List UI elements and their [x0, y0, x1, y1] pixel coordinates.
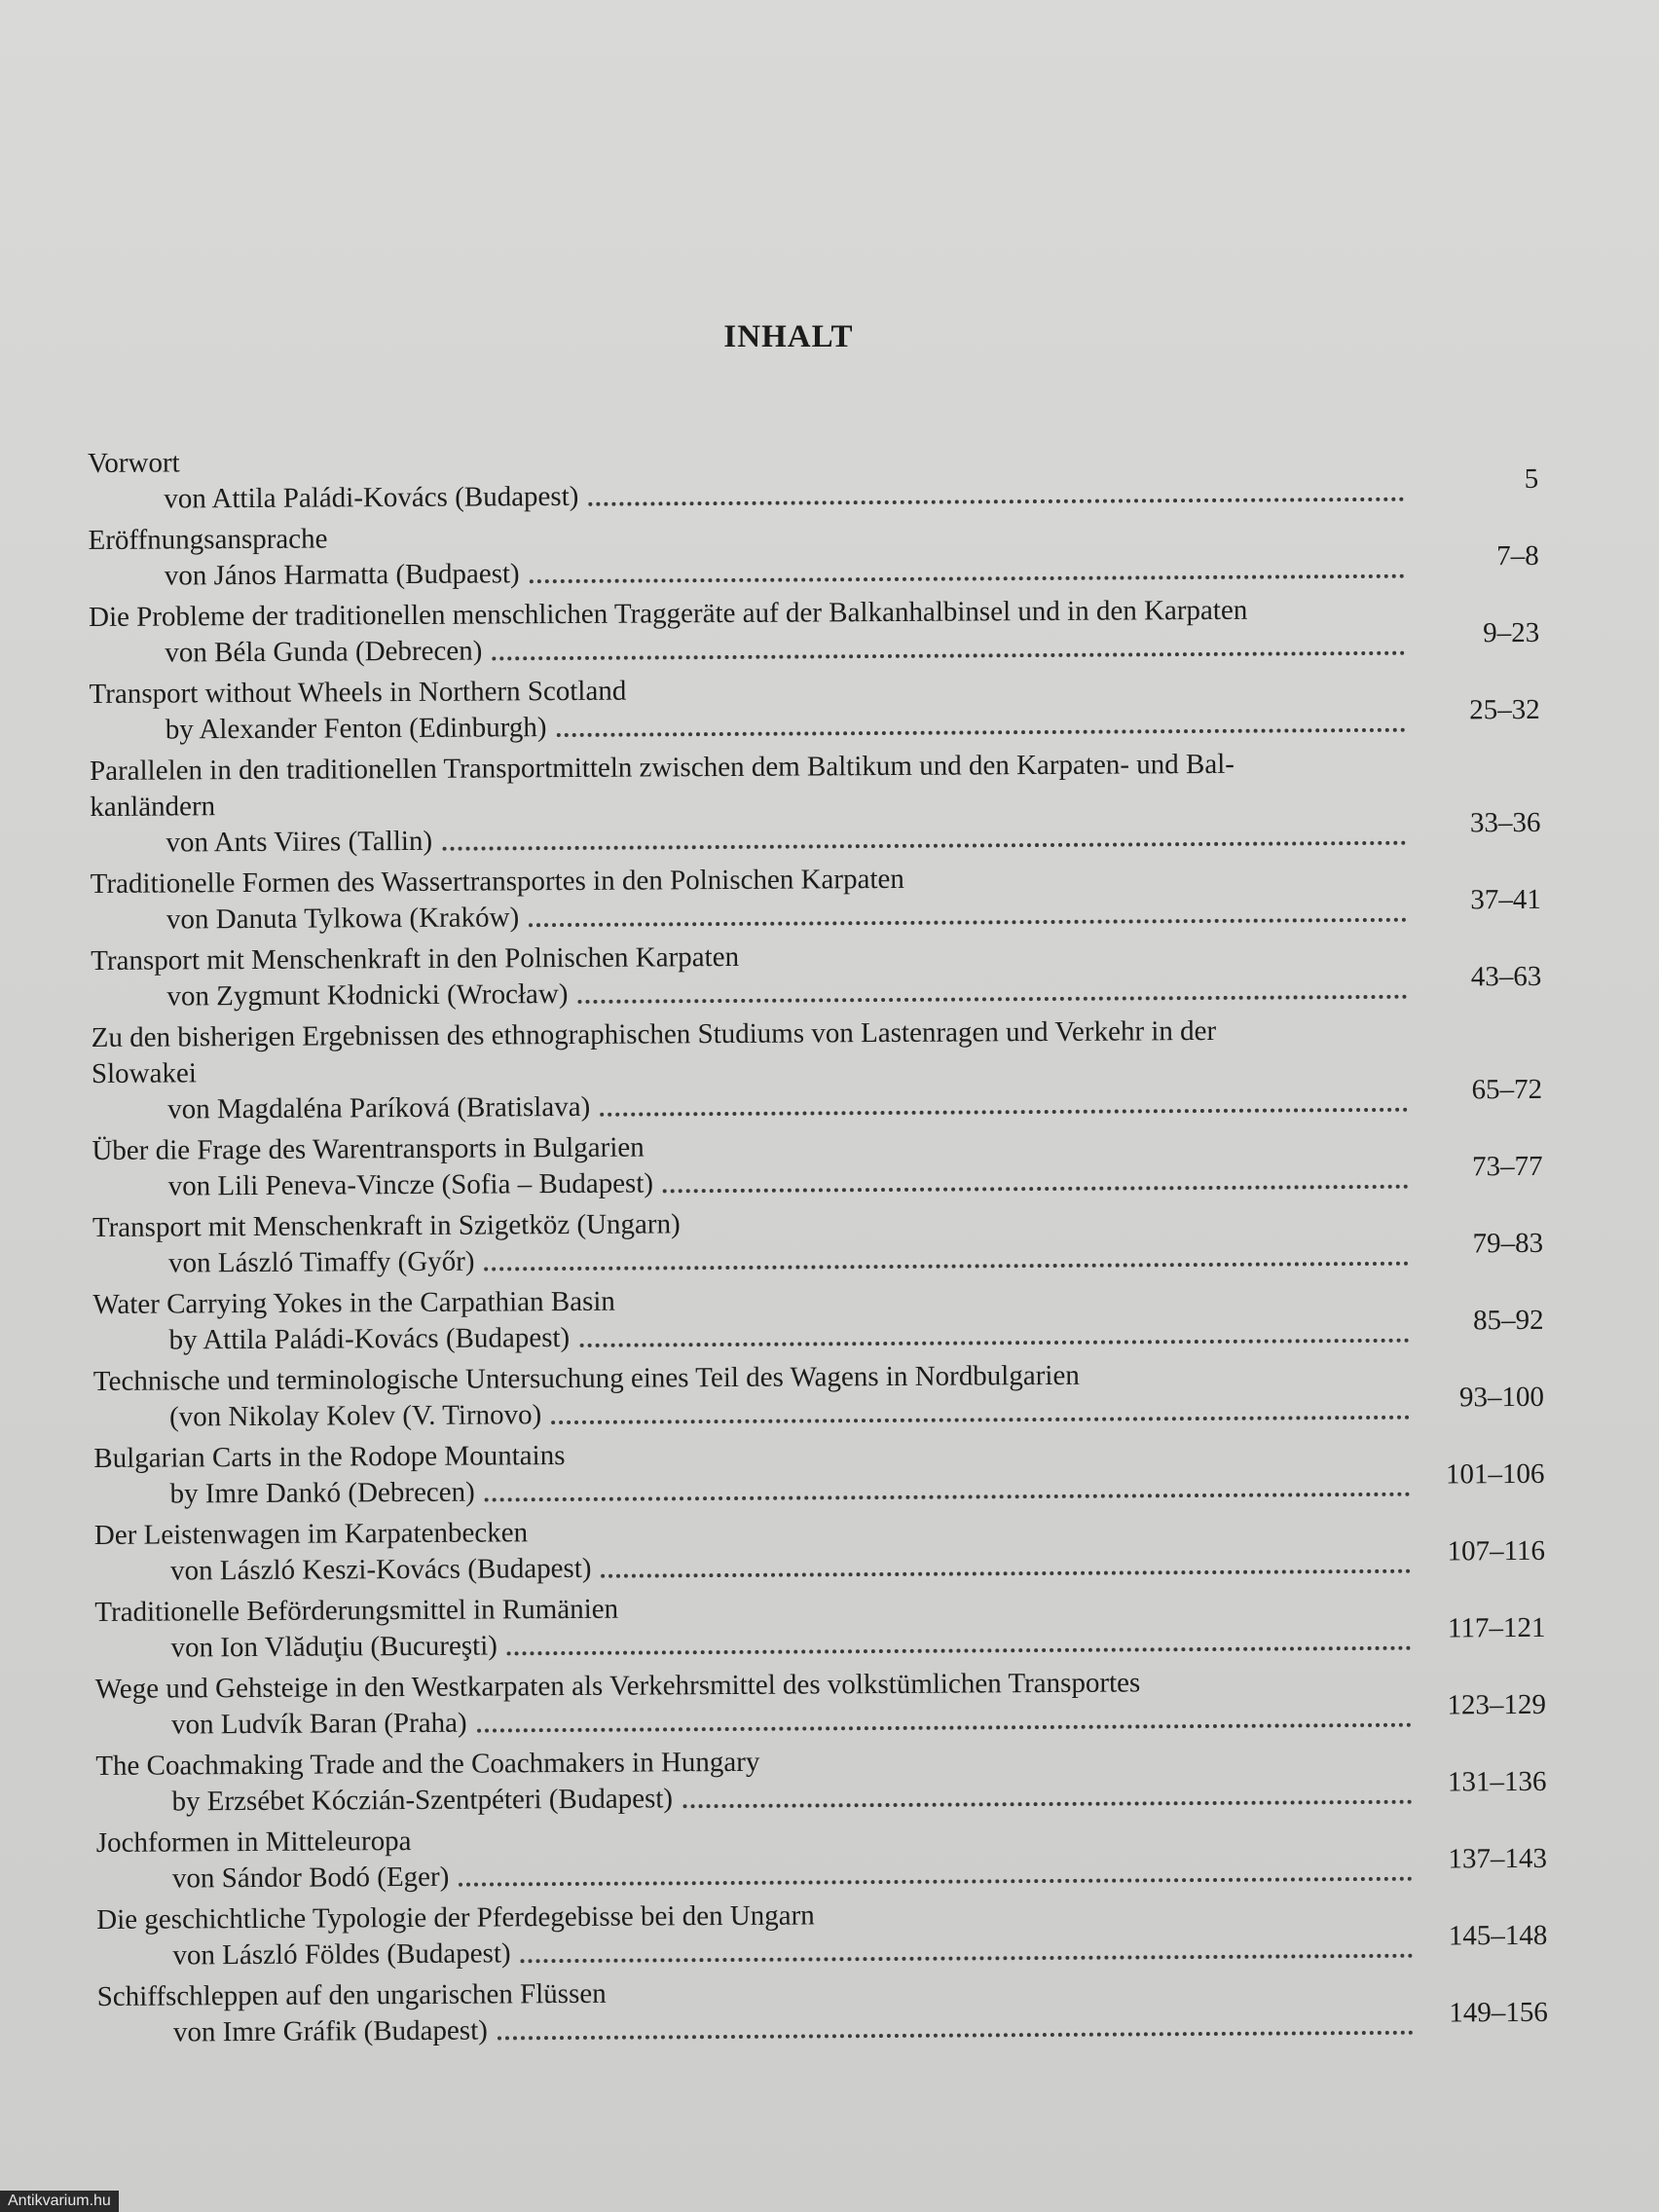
- toc-entry: [92, 1201, 1543, 1287]
- entry-author: by Erzsébet Kóczián-Szentpéteri (Budapest): [171, 1783, 674, 1818]
- entry-title: Über die Frage des Warentransports in Bulgarien: [92, 1131, 645, 1166]
- entry-author-row: [95, 1688, 1547, 1744]
- entry-title: Wege und Gehsteige in den Westkarpaten als Verkehrsmittel des volkstümlichen Transportes: [94, 1667, 1141, 1705]
- entry-title: Zu den bisherigen Ergebnissen des ethnographischen Studiums von Lastenragen und Verkehr in der: [91, 1014, 1217, 1053]
- toc-entry: [93, 1355, 1544, 1441]
- entry-title: Die geschichtliche Typologie der Pferdegebisse bei den Ungarn: [96, 1899, 815, 1936]
- entry-title: Traditionelle Formen des Wassertransportes in den Polnischen Karpaten: [90, 863, 904, 900]
- entry-pages: 37–41: [1470, 883, 1541, 916]
- entry-pages: 79–83: [1472, 1227, 1544, 1260]
- entry-title: The Coachmaking Trade and the Coachmakers in Hungary: [95, 1746, 760, 1782]
- entry-pages: 137–143: [1448, 1842, 1547, 1875]
- dot-leader: [557, 728, 1406, 737]
- entry-title: Vorwort: [88, 447, 180, 479]
- entry-pages: 25–32: [1469, 693, 1540, 726]
- entry-author: von Danuta Tylkowa (Kraków): [166, 902, 520, 936]
- dot-leader: [682, 1800, 1412, 1809]
- entry-author: by Attila Paládi-Kovács (Budapest): [168, 1321, 571, 1356]
- entry-title: Parallelen in den traditionellen Transportmitteln zwischen dem Baltikum und den Karpaten- und Bal-: [89, 748, 1235, 787]
- entry-author: by Imre Dankó (Debrecen): [169, 1476, 475, 1510]
- dot-leader: [477, 1723, 1412, 1733]
- entry-title: Transport mit Menschenkraft in den Polnischen Karpaten: [91, 940, 740, 977]
- toc-entry: [89, 591, 1539, 677]
- dot-leader: [485, 1262, 1410, 1272]
- entry-pages: 117–121: [1447, 1611, 1546, 1644]
- dot-leader: [579, 1339, 1409, 1347]
- entry-author-row: [90, 693, 1540, 749]
- entry-title-continuation: kanländern: [90, 791, 216, 823]
- entry-pages: 5: [1524, 462, 1539, 495]
- entry-pages: 149–156: [1449, 1996, 1548, 2029]
- page-heading: INHALT: [723, 319, 854, 354]
- entry-author: von János Harmatta (Budpaest): [164, 558, 520, 592]
- entry-author-row: [97, 1996, 1548, 2051]
- entry-author: von Magdaléna Paríková (Bratislava): [167, 1090, 591, 1125]
- entry-author: by Alexander Fenton (Edinburgh): [165, 712, 547, 746]
- entry-author-row: [92, 1150, 1543, 1205]
- toc-entry: [96, 1894, 1547, 1979]
- entry-title: Die Probleme der traditionellen menschlichen Traggeräte auf der Balkanhalbinsel und in den Karpaten: [88, 594, 1248, 633]
- entry-author: von Lili Peneva-Vincze (Sofia – Budapest): [167, 1167, 654, 1202]
- entry-pages: 131–136: [1447, 1765, 1547, 1798]
- entry-title-continuation: Slowakei: [91, 1057, 197, 1089]
- entry-title: Der Leistenwagen im Karpatenbecken: [93, 1517, 529, 1551]
- entry-author: von László Földes (Budapest): [172, 1937, 511, 1972]
- toc-entry: [95, 1663, 1546, 1749]
- entry-author: von Ants Viires (Tallin): [166, 825, 433, 859]
- toc-entry: [93, 1432, 1544, 1518]
- entry-pages: 85–92: [1472, 1304, 1544, 1337]
- entry-title: Water Carrying Yokes in the Carpathian Basin: [92, 1285, 615, 1320]
- entry-title: Jochformen in Mitteleuropa: [95, 1825, 412, 1859]
- toc-entry: [88, 514, 1538, 600]
- entry-author: (von Nikolay Kolev (V. Tirnovo): [168, 1399, 542, 1433]
- entry-pages: 107–116: [1447, 1534, 1546, 1567]
- entry-author-row: [92, 1073, 1543, 1128]
- entry-author-row: [96, 1919, 1548, 1974]
- toc-entry: [94, 1586, 1545, 1672]
- dot-leader: [602, 1569, 1412, 1578]
- entry-author-row: [89, 616, 1540, 672]
- dot-leader: [529, 918, 1407, 928]
- entry-pages: 93–100: [1458, 1381, 1545, 1414]
- entry-author-row: [93, 1304, 1544, 1359]
- entry-title: Technische und terminologische Untersuchung eines Teil des Wagens in Nordbulgarien: [92, 1359, 1080, 1397]
- entry-author-row: [93, 1381, 1545, 1436]
- entry-author-row: [94, 1611, 1546, 1667]
- toc-entry: [92, 1124, 1542, 1210]
- entry-author: von Attila Paládi-Kovács (Budapest): [164, 480, 579, 515]
- dot-leader: [485, 1493, 1411, 1502]
- toc-entry: [91, 858, 1541, 943]
- entry-author-row: [95, 1765, 1547, 1821]
- entry-title: Transport without Wheels in Northern Scotland: [89, 675, 627, 710]
- toc-entry: [92, 1278, 1543, 1364]
- entry-author: von Béla Gunda (Debrecen): [165, 635, 483, 669]
- entry-author-row: [91, 883, 1541, 939]
- entry-author-row: [92, 1227, 1544, 1282]
- watermark-label: Antikvarium.hu: [0, 2191, 119, 2212]
- dot-leader: [498, 2031, 1414, 2041]
- toc-entry: [88, 437, 1538, 523]
- dot-leader: [530, 574, 1405, 583]
- entry-author: von Zygmunt Kłodnicki (Wrocław): [166, 977, 569, 1013]
- entry-pages: 101–106: [1445, 1457, 1545, 1491]
- toc-entry: [96, 1817, 1547, 1902]
- toc-entry: [89, 668, 1539, 754]
- entry-pages: 43–63: [1470, 960, 1542, 993]
- entry-author-row: [91, 960, 1542, 1015]
- dot-leader: [663, 1185, 1409, 1194]
- entry-author: von Imre Gráfik (Budapest): [172, 2014, 488, 2048]
- entry-pages: 7–8: [1496, 539, 1539, 572]
- dot-leader: [521, 1954, 1414, 1964]
- toc-entry: [95, 1740, 1546, 1825]
- dot-leader: [492, 651, 1405, 661]
- dot-leader: [577, 995, 1407, 1004]
- entry-title: Traditionelle Beförderungsmittel in Rumänien: [94, 1593, 619, 1628]
- entry-author-row: [96, 1842, 1547, 1898]
- entry-pages: 9–23: [1483, 616, 1540, 649]
- dot-leader: [588, 498, 1404, 506]
- entry-pages: 145–148: [1448, 1919, 1548, 1952]
- entry-author: von Sándor Bodó (Eger): [171, 1861, 450, 1895]
- entry-title: Bulgarian Carts in the Rodope Mountains: [93, 1440, 566, 1474]
- dot-leader: [551, 1416, 1410, 1424]
- entry-author-row: [94, 1534, 1546, 1590]
- entry-pages: 123–129: [1447, 1688, 1547, 1721]
- dot-leader: [600, 1108, 1408, 1117]
- toc-entry: [92, 1012, 1543, 1133]
- entry-author: von László Keszi-Kovács (Budapest): [169, 1552, 592, 1587]
- entry-title: Schiffschleppen auf den ungarischen Flüssen: [96, 1977, 607, 2012]
- entry-author: von László Timaffy (Győr): [168, 1245, 475, 1279]
- entry-author: von Ion Vlăduţiu (Bucureşti): [170, 1630, 498, 1664]
- dot-leader: [507, 1646, 1412, 1656]
- toc-entry: [97, 1971, 1548, 2056]
- entry-title: Transport mit Menschenkraft in Szigetköz (Ungarn): [92, 1208, 681, 1243]
- dot-leader: [459, 1877, 1413, 1887]
- entry-title: Eröffnungsansprache: [88, 523, 328, 556]
- entry-pages: 65–72: [1471, 1073, 1543, 1106]
- toc-entry: [90, 745, 1541, 866]
- entry-pages: 73–77: [1471, 1150, 1543, 1183]
- toc-entry: [94, 1509, 1545, 1595]
- entry-author: von Ludvík Baran (Praha): [170, 1707, 467, 1741]
- toc-entry: [91, 935, 1541, 1020]
- dot-leader: [442, 841, 1406, 851]
- entry-pages: 33–36: [1469, 806, 1541, 839]
- table-of-contents: [88, 437, 1548, 2056]
